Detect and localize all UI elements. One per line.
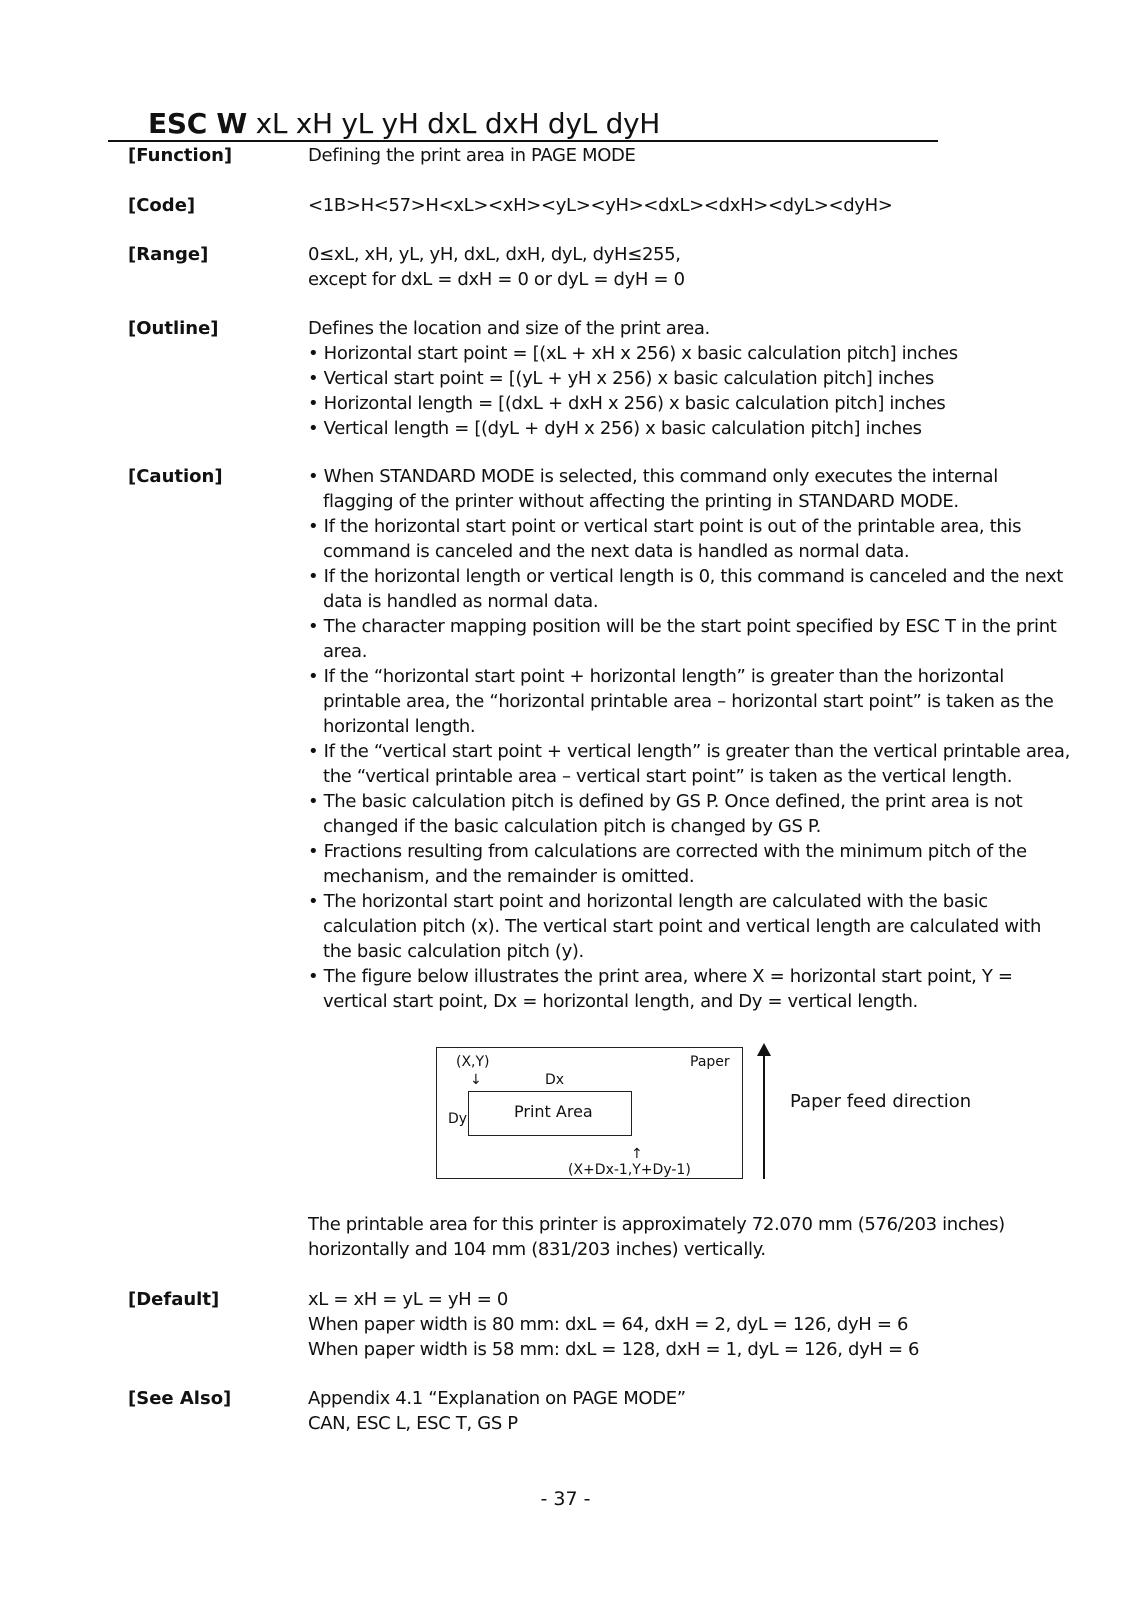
command-params: xL xH yL yH dxL dxH dyL dyH xyxy=(246,107,661,140)
caution-line: mechanism, and the remainder is omitted. xyxy=(323,866,695,887)
caution-line: • The basic calculation pitch is defined by GS P. Once defined, the print area is not xyxy=(308,791,1023,812)
caution-line: • If the horizontal start point or vertical start point is out of the printable area, this xyxy=(308,516,1022,537)
feed-arrow-line xyxy=(763,1055,765,1179)
printable-line: horizontally and 104 mm (831/203 inches) vertically. xyxy=(308,1239,766,1260)
caution-line: horizontal length. xyxy=(323,716,476,737)
see-also-line: CAN, ESC L, ESC T, GS P xyxy=(308,1413,518,1434)
default-line: xL = xH = yL = yH = 0 xyxy=(308,1289,508,1310)
default-line: When paper width is 80 mm: dxL = 64, dxH = 2, dyL = 126, dyH = 6 xyxy=(308,1314,909,1335)
outline-bullet: • Horizontal length = [(dxL + dxH x 256) x basic calculation pitch] inches xyxy=(308,393,946,414)
caution-line: the basic calculation pitch (y). xyxy=(323,941,584,962)
range-line: 0≤xL, xH, yL, yH, dxL, dxH, dyL, dyH≤255, xyxy=(308,244,681,265)
default-label: [Default] xyxy=(128,1289,220,1310)
caution-line: • If the horizontal length or vertical length is 0, this command is canceled and the next xyxy=(308,566,1063,587)
printable-line: The printable area for this printer is approximately 72.070 mm (576/203 inches) xyxy=(308,1214,1005,1235)
caution-line: • If the “horizontal start point + horizontal length” is greater than the horizontal xyxy=(308,666,1004,687)
print-area-label: Print Area xyxy=(514,1102,593,1121)
outline-bullet: • Vertical length = [(dyL + dyH x 256) x basic calculation pitch] inches xyxy=(308,418,922,439)
command-name: ESC W xyxy=(148,107,247,140)
function-label: [Function] xyxy=(128,145,233,166)
outline-label: [Outline] xyxy=(128,318,219,339)
dy-label: Dy xyxy=(448,1111,468,1127)
range-label: [Range] xyxy=(128,244,209,265)
xy-label: (X,Y) xyxy=(456,1054,490,1070)
default-text xyxy=(308,1287,1038,1362)
caution-line: • When STANDARD MODE is selected, this command only executes the internal xyxy=(308,466,998,487)
default-line: When paper width is 58 mm: dxL = 128, dxH = 1, dyL = 126, dyH = 6 xyxy=(308,1339,920,1360)
caution-line: area. xyxy=(323,641,368,662)
function-text: Defining the print area in PAGE MODE xyxy=(308,145,636,166)
outline-bullet: • Horizontal start point = [(xL + xH x 256) x basic calculation pitch] inches xyxy=(308,343,958,364)
code-label: [Code] xyxy=(128,195,196,216)
caution-line: • The figure below illustrates the print area, where X = horizontal start point, Y = xyxy=(308,966,1013,987)
printable-note xyxy=(308,1212,1038,1262)
outline-bullet: • Vertical start point = [(yL + yH x 256) x basic calculation pitch] inches xyxy=(308,368,934,389)
end-point-label: (X+Dx-1,Y+Dy-1) xyxy=(568,1162,691,1178)
caution-line: • Fractions resulting from calculations are corrected with the minimum pitch of the xyxy=(308,841,1027,862)
see-also-line: Appendix 4.1 “Explanation on PAGE MODE” xyxy=(308,1388,686,1409)
caution-line: • The horizontal start point and horizontal length are calculated with the basic xyxy=(308,891,988,912)
outline-intro: Defines the location and size of the print area. xyxy=(308,318,710,339)
caution-label: [Caution] xyxy=(128,466,223,487)
see-also-text xyxy=(308,1386,1038,1436)
down-arrow-icon: ↓ xyxy=(470,1072,482,1088)
caution-line: data is handled as normal data. xyxy=(323,591,599,612)
caution-line: printable area, the “horizontal printable area – horizontal start point” is taken as the xyxy=(323,691,1054,712)
page-number: - 37 - xyxy=(540,1488,591,1510)
caution-line: command is canceled and the next data is handled as normal data. xyxy=(323,541,910,562)
caution-line: • The character mapping position will be the start point specified by ESC T in the print xyxy=(308,616,1057,637)
caution-line: changed if the basic calculation pitch is changed by GS P. xyxy=(323,816,822,837)
caution-line: calculation pitch (x). The vertical start point and vertical length are calculated with xyxy=(323,916,1042,937)
paper-feed-label: Paper feed direction xyxy=(790,1091,972,1112)
code-text: <1B>H<57>H<xL><xH><yL><yH><dxL><dxH><dyL><dyH> xyxy=(308,195,893,216)
paper-label: Paper xyxy=(690,1054,730,1070)
caution-line: vertical start point, Dx = horizontal length, and Dy = vertical length. xyxy=(323,991,918,1012)
caution-line: the “vertical printable area – vertical start point” is taken as the vertical length. xyxy=(323,766,1013,787)
dx-label: Dx xyxy=(545,1072,565,1088)
caution-line: • If the “vertical start point + vertical length” is greater than the vertical printable area, xyxy=(308,741,1070,762)
up-arrow-icon: ↑ xyxy=(631,1146,643,1162)
range-line: except for dxL = dxH = 0 or dyL = dyH = 0 xyxy=(308,269,685,290)
see-also-label: [See Also] xyxy=(128,1388,232,1409)
caution-line: flagging of the printer without affecting the printing in STANDARD MODE. xyxy=(323,491,959,512)
